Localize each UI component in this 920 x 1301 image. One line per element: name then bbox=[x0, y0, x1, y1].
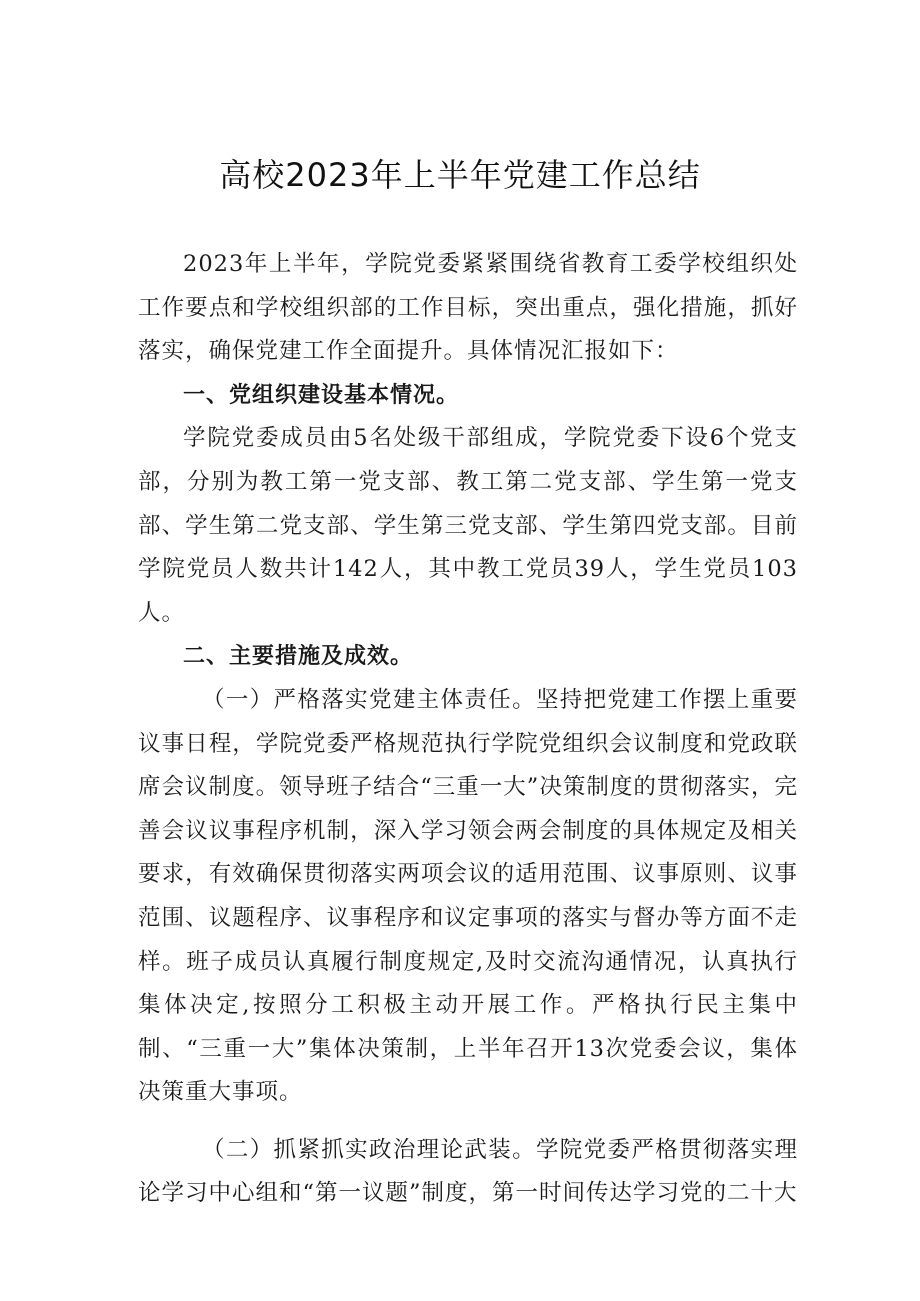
document-title: 高校2023年上半年党建工作总结 bbox=[219, 156, 701, 194]
measure-paragraph-2: （二）抓紧抓实政治理论武装。学院党委严格贯彻落实理论学习中心组和“第一议题”制度，第一时间传达学习党的二十大 bbox=[138, 1136, 798, 1207]
section-heading-1: 一、党组织建设基本情况。 bbox=[183, 382, 460, 408]
paragraph-spacer bbox=[138, 1115, 798, 1129]
intro-paragraph: 2023年上半年，学院党委紧紧围绕省教育工委学校组织处工作要点和学校组织部的工作目标，突出重点，强化措施，抓好落实，确保党建工作全面提升。具体情况汇报如下： bbox=[138, 251, 798, 365]
section-heading-2: 二、主要措施及成效。 bbox=[183, 644, 414, 670]
document-body bbox=[138, 243, 798, 1216]
measure-paragraph-1: （一）严格落实党建主体责任。坚持把党建工作摆上重要议事日程，学院党委严格规范执行学院党组织会议制度和党政联席会议制度。领导班子结合“三重一大”决策制度的贯彻落实，完善会议议事程序机制，深入学习领会两会制度的具体规定及相关要求，有效确保贯彻落实两项会议的适用范围、议事原则、议事范围、议题程序、议事程序和议定事项的落实与督办等方面不走样。班子成员认真履行制度规定,及时交流沟通情况，认真执行集体决定,按照分工积极主动开展工作。严格执行民主集中制、“三重一大”集体决策制，上半年召开13次党委会议，集体决策重大事项。 bbox=[138, 686, 798, 1106]
party-organization-paragraph: 学院党委成员由5名处级干部组成，学院党委下设6个党支部，分别为教工第一党支部、教工第二党支部、学生第一党支部、学生第二党支部、学生第三党支部、学生第四党支部。目前学院党员人数共计142人，其中教工党员39人，学生党员103人。 bbox=[138, 425, 798, 626]
